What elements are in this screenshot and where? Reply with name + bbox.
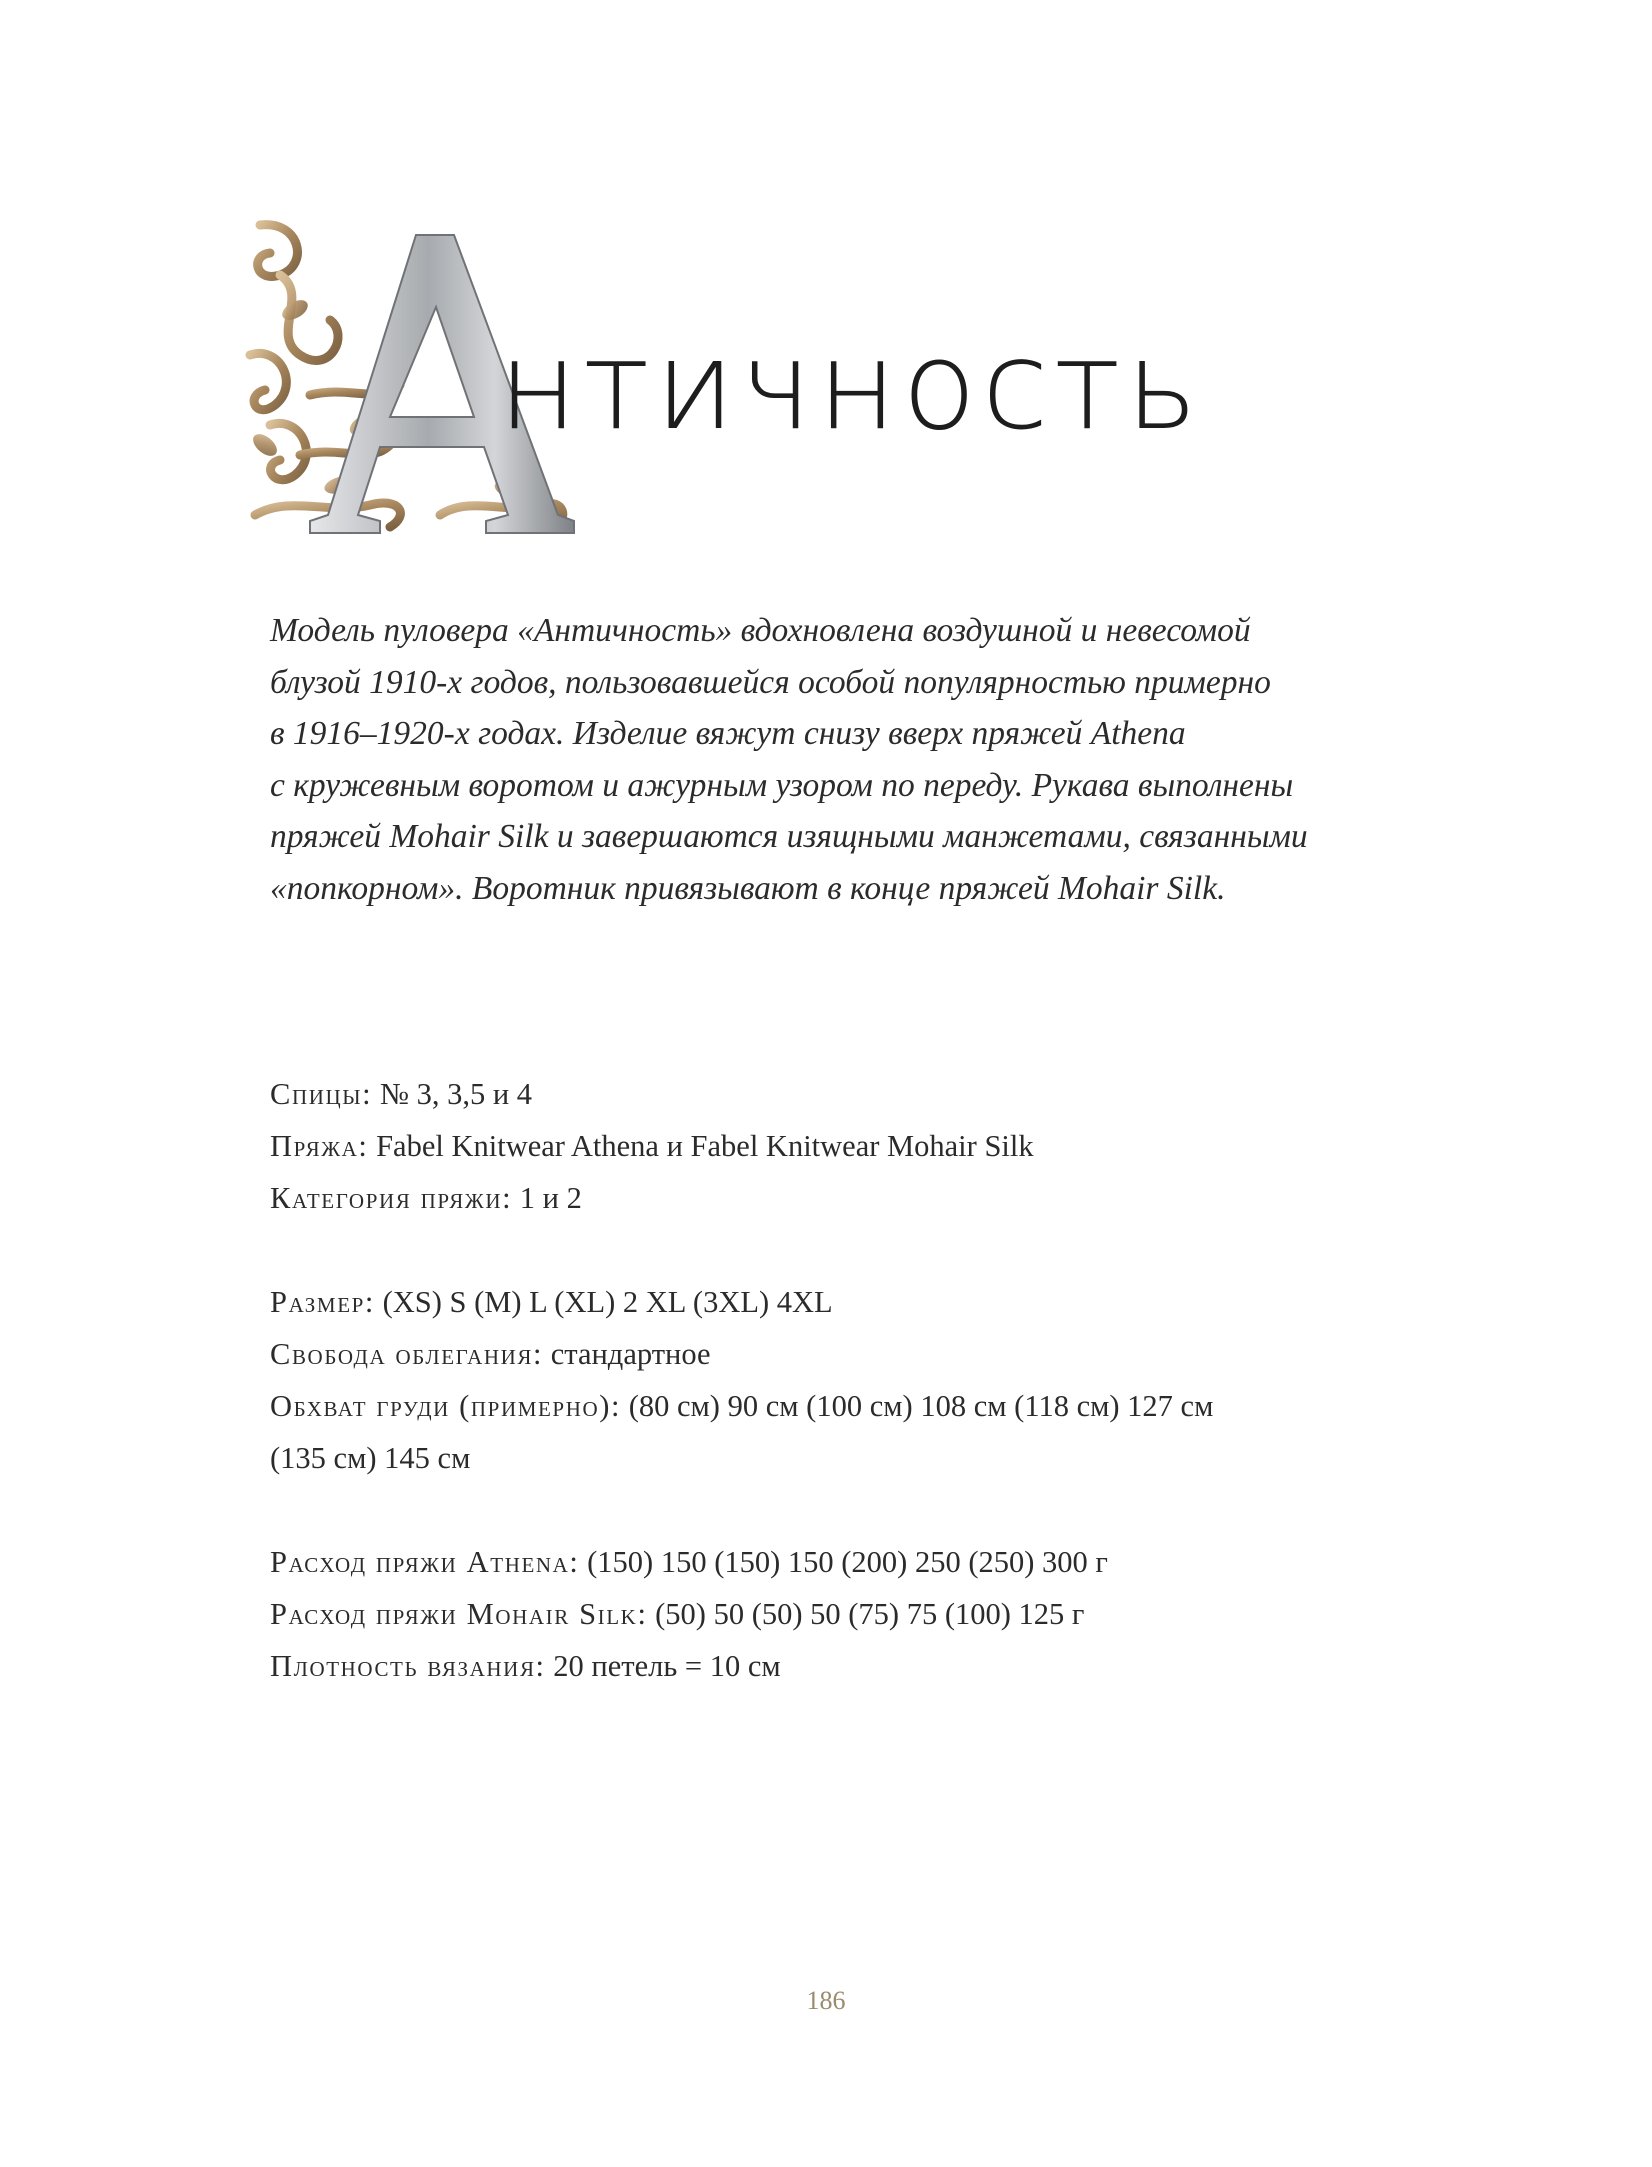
- spec-label: Спицы:: [270, 1077, 373, 1111]
- spec-value: (80 см) 90 см (100 см) 108 см (118 см) 127 см: [628, 1389, 1214, 1423]
- spec-gauge: [270, 1640, 1470, 1692]
- intro-line: пряжей Mohair Silk и завершаются изящными манжетами, связанными: [270, 818, 1308, 855]
- spec-label: Плотность вязания:: [270, 1649, 546, 1683]
- spec-yarn: [270, 1120, 1470, 1172]
- spec-value: 1 и 2: [519, 1181, 582, 1215]
- spec-value: (50) 50 (50) 50 (75) 75 (100) 125 г: [655, 1597, 1085, 1631]
- spec-mohair-usage: [270, 1588, 1470, 1640]
- spec-chest-continued: [270, 1432, 1470, 1484]
- spec-fit: [270, 1328, 1470, 1380]
- spec-needles: [270, 1068, 1470, 1120]
- spec-label: Расход пряжи Athena:: [270, 1545, 580, 1579]
- intro-line: «попкорном». Воротник привязывают в конце пряжей Mohair Silk.: [270, 869, 1226, 907]
- spec-label: Обхват груди (примерно):: [270, 1389, 622, 1423]
- spec-label: Размер:: [270, 1285, 375, 1319]
- spec-yarn-category: [270, 1172, 1470, 1224]
- spec-value: 20 петель = 10 см: [553, 1649, 781, 1683]
- pattern-specs: [270, 1068, 1470, 1692]
- intro-line: блузой 1910-х годов, пользовавшейся особой популярностью примерно: [270, 663, 1271, 701]
- spec-value: стандартное: [550, 1337, 711, 1371]
- spec-value: № 3, 3,5 и 4: [379, 1077, 533, 1111]
- spec-label: Пряжа:: [270, 1129, 369, 1163]
- page-number: 186: [806, 1986, 846, 2015]
- spec-athena-usage: [270, 1536, 1470, 1588]
- spec-value: (135 см) 145 см: [270, 1441, 471, 1475]
- intro-line: Модель пуловера «Античность» вдохновлена воздушной и невесомой: [270, 612, 1251, 649]
- spec-value: (150) 150 (150) 150 (200) 250 (250) 300 г: [587, 1545, 1108, 1579]
- spec-chest: [270, 1380, 1470, 1432]
- title-text: нтичность: [498, 315, 1203, 457]
- spec-label: Свобода облегания:: [270, 1337, 544, 1371]
- intro-line: с кружевным воротом и ажурным узором по переду. Рукава выполнены: [270, 766, 1294, 804]
- spec-label: Расход пряжи Mohair Silk:: [270, 1597, 648, 1631]
- chapter-title: [240, 215, 1540, 555]
- intro-line: в 1916–1920-х годах. Изделие вяжут снизу вверх пряжей Athena: [270, 715, 1186, 752]
- spec-value: (XS) S (M) L (XL) 2 XL (3XL) 4XL: [382, 1285, 833, 1319]
- intro-paragraph: [270, 605, 1400, 914]
- spec-value: Fabel Knitwear Athena и Fabel Knitwear Mohair Silk: [376, 1129, 1034, 1163]
- spec-size: [270, 1276, 1470, 1328]
- spec-label: Категория пряжи:: [270, 1181, 513, 1215]
